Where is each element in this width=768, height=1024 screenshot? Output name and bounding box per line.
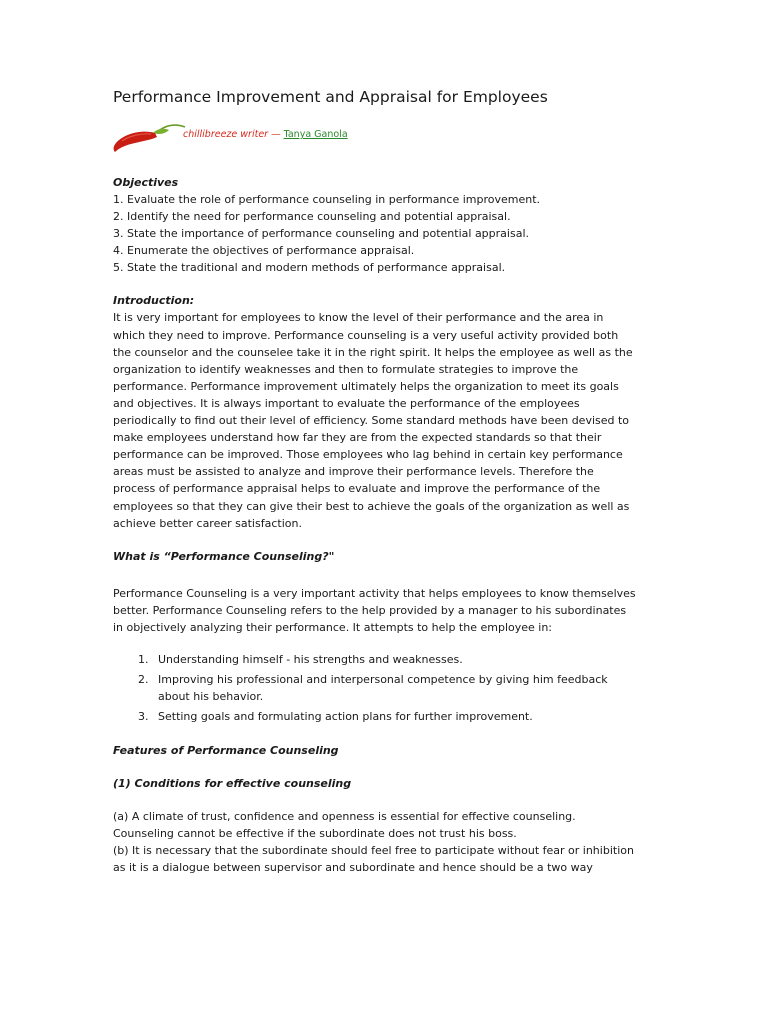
- counseling-list: [113, 652, 658, 726]
- list-text: Setting goals and formulating action plans for further improvement.: [158, 710, 533, 724]
- list-item: [138, 709, 658, 726]
- byline: [113, 118, 658, 156]
- conditions-line: as it is a dialogue between supervisor and subordinate and hence should be a two way: [113, 861, 593, 875]
- red-chilli-pepper-icon: [109, 118, 187, 154]
- what-is-line: Performance Counseling is a very important activity that helps employees to know themselves: [113, 586, 636, 600]
- conditions-line: Counseling cannot be effective if the subordinate does not trust his boss.: [113, 827, 517, 841]
- introduction-line: make employees understand how far they are from the expected standards so that their: [113, 431, 602, 445]
- objective-item: 1. Evaluate the role of performance counseling in performance improvement.: [113, 193, 541, 206]
- introduction-section: [113, 292, 658, 531]
- list-number: 3.: [138, 710, 149, 724]
- objective-item: 4. Enumerate the objectives of performance appraisal.: [113, 244, 415, 258]
- byline-separator: —: [268, 129, 284, 140]
- introduction-line: performance can be improved. Those employees who lag behind in certain key performance: [113, 448, 623, 462]
- objective-item: 3. State the importance of performance counseling and potential appraisal.: [113, 227, 529, 241]
- introduction-line: process of performance appraisal helps to evaluate and improve the performance of the: [113, 482, 601, 496]
- introduction-line: organization to identify weaknesses and then to formulate strategies to improve the: [113, 362, 579, 376]
- features-heading: Features of Performance Counseling: [113, 743, 339, 757]
- list-number: 2.: [138, 673, 149, 687]
- list-text: about his behavior.: [158, 689, 264, 703]
- author-link[interactable]: Tanya Ganola: [283, 129, 348, 140]
- byline-text: [183, 129, 348, 140]
- what-is-line: in objectively analyzing their performance. It attempts to help the employee in:: [113, 620, 553, 634]
- introduction-line: the counselor and the counselee take it in the right spirit. It helps the employee as well as the: [113, 345, 633, 359]
- introduction-line: periodically to find out their level of efficiency. Some standard methods have been devised to: [113, 414, 630, 428]
- introduction-line: which they need to improve. Performance counseling is a very useful activity provided both: [113, 328, 619, 342]
- list-text: Improving his professional and interpersonal competence by giving him feedback: [158, 673, 608, 687]
- what-is-section: [113, 548, 658, 726]
- introduction-line: areas must be assisted to analyze and improve their performance levels. Therefore the: [113, 465, 594, 479]
- list-text: Understanding himself - his strengths and weaknesses.: [158, 652, 463, 666]
- list-item: [138, 672, 658, 705]
- list-item: [138, 652, 658, 669]
- objective-item: 2. Identify the need for performance counseling and potential appraisal.: [113, 210, 511, 224]
- objectives-heading: Objectives: [113, 176, 179, 189]
- what-is-heading: What is “Performance Counseling?": [113, 549, 335, 563]
- introduction-line: employees so that they can give their best to achieve the goals of the organization as well as: [113, 499, 630, 513]
- document-page: [113, 88, 658, 876]
- conditions-section: [113, 775, 658, 876]
- conditions-line: (a) A climate of trust, confidence and openness is essential for effective counseling.: [113, 809, 576, 823]
- introduction-line: performance. Performance improvement ultimately helps the organization to meet its goals: [113, 379, 619, 393]
- introduction-line: and objectives. It is always important to evaluate the performance of the employees: [113, 396, 580, 410]
- page-title: Performance Improvement and Appraisal for Employees: [113, 88, 548, 106]
- list-number: 1.: [138, 652, 149, 666]
- objective-item: 5. State the traditional and modern methods of performance appraisal.: [113, 261, 506, 275]
- introduction-line: achieve better career satisfaction.: [113, 516, 302, 530]
- what-is-line: better. Performance Counseling refers to the help provided by a manager to his subordinates: [113, 603, 627, 617]
- objectives-section: [113, 174, 658, 276]
- introduction-heading: Introduction:: [113, 294, 195, 308]
- conditions-heading: (1) Conditions for effective counseling: [113, 776, 352, 790]
- conditions-line: (b) It is necessary that the subordinate should feel free to participate without fear or inhibition: [113, 844, 634, 858]
- byline-brand: chillibreeze writer: [183, 129, 269, 140]
- introduction-line: It is very important for employees to know the level of their performance and the area in: [113, 311, 604, 325]
